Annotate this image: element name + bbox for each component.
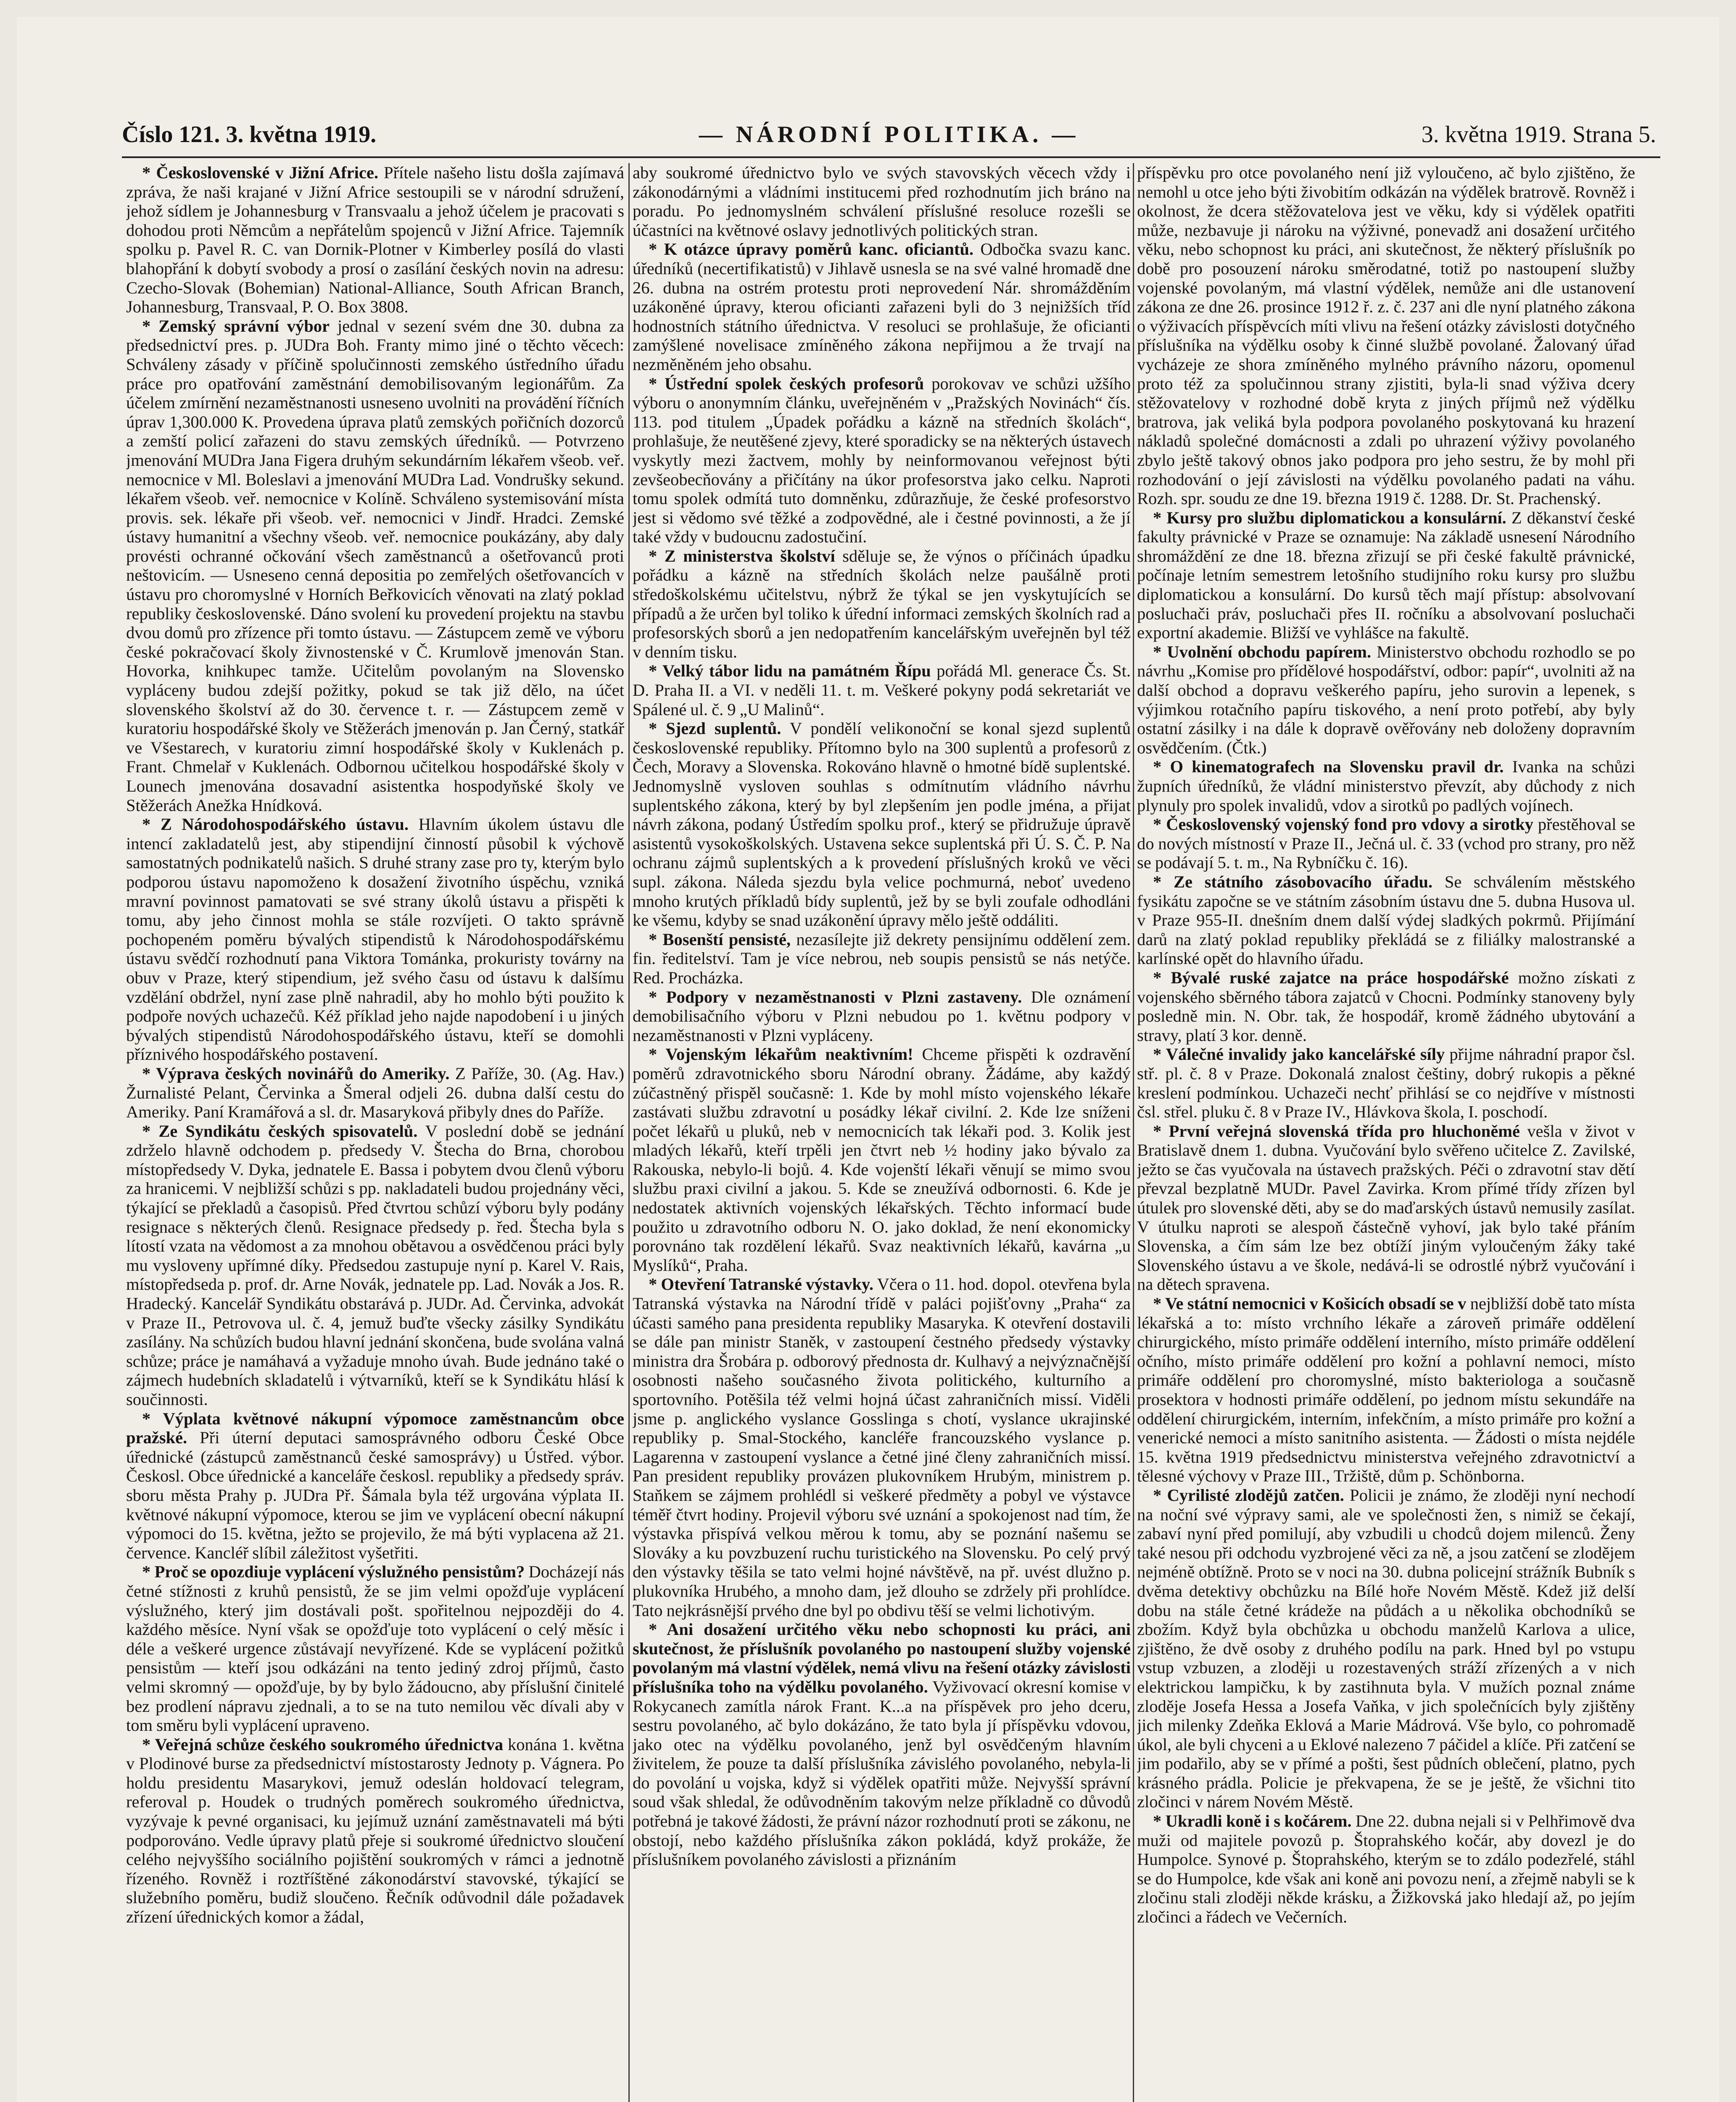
article-body: Odbočka svazu kanc. úředníků (necertifikatistů) v Jihlavě usnesla se na své valné hromadě dne 26. dubna na ostrém protestu proti neprovedení Nár. shromážděním uzákoněné úpravy, kterou oficianti zařazeni byli do 3 nejnižších tříd hodnostních státního úřednictva. V resoluci se prohlašuje, že oficianti zamýšlené novelisace zmíněného zákona nepřijmou a že trvají na nezměněném jeho obsahu. bbox=[633, 240, 1131, 374]
article-headline: * Podpory v nezaměstnanosti v Plzni zastaveny. bbox=[649, 987, 1022, 1006]
article-body: Se schválením městského fysikátu započne se ve státním zásobním ústavu dne 5. dubna Husova ul. v Praze 955-II. dnešním dnem další výdej sladkých pokrmů. Přijímání darů na zlatý poklad republiky překládá se z filiálky malostranské a karlínské opět do hlavního úřadu. bbox=[1137, 872, 1635, 968]
article-headline: * Bosenští pensisté, bbox=[649, 930, 791, 949]
news-article bbox=[126, 815, 624, 1064]
article-body: Vyživovací okresní komise v Rokycanech zamítla nárok Frant. K...a na příspěvek pro jeho dceru, sestru povolaného, ač bylo dokázáno, že tato byla jí příspěvku vdovou, jako otec na výdělku povolaného, jenž byl osvědčeným hlavním živitelem, že pouze ta další příslušníka závislého povolaného, nebyla-li do povolání u vojska, když si výdělek opatřiti může. Nejvyšší správní soud však shledal, že odůvodněním takovým nelze příkladně co důvodů potřebná je takové žádosti, že právní názor rozhodnutí proti se zákonu, ne obstojí, nebo každého příslušníka zákon pokládá, když prokáže, že příslušníkem povolaného závislosti a přiznáním bbox=[633, 1677, 1131, 1869]
article-body: nejbližší době tato místa lékařská a to: místo vrchního lékaře a zároveň primáře oddělení chirurgického, místo primáře oddělení interního, místo primáře oddělení očního, místo primáře oddělení pro kožní a pohlavní nemoci, místo primáře oddělení pro choromyslné, místo bakteriologa a současně prosektora v hodnosti primáře oddělení, po jednom místu sekundáře na oddělení chirurgickém, interním, infekčním, a místo primáře pro kožní a venerické nemoci a místo sanitního asistenta. — Žádosti o místa nejdéle 15. května 1919 předsednictvu ministerstva veřejného zdravotnictví a tělesné výchovy v Praze III., Tržiště, dům p. Schönborna. bbox=[1137, 1294, 1635, 1486]
news-article bbox=[1137, 508, 1635, 642]
column-divider bbox=[1133, 163, 1134, 2102]
article-headline: * Otevření Tatranské výstavky. bbox=[649, 1275, 873, 1294]
article-headline: * Válečné invalidy jako kancelářské síly bbox=[1153, 1045, 1445, 1064]
article-body: porokovav ve schůzi užšího výboru o anonymním článku, uveřejněném v „Pražských Novinách“ čís. 113. pod titulem „Úpadek pořádku a kázně na středních školách“, prohlašuje, že neutěšené zjevy, které sporadicky se na některých ústavech vyskytly mezi žactvem, mohly by neinformovanou veřejnost býti zevšeobecňovány a přičítány na úkor profesorstva jako celku. Naproti tomu spolek odmítá tuto domněnku, zdůrazňuje, že české profesorstvo jest si vědomo své těžké a zodpovědné, ale i čestné povinnosti, a že jí také vždy v budoucnu zadostučiní. bbox=[633, 374, 1131, 547]
article-headline: * Československé v Jižní Africe. bbox=[142, 163, 378, 182]
news-article bbox=[633, 163, 1131, 240]
article-headline: * Velký tábor lidu na památném Řípu bbox=[649, 661, 931, 681]
news-article bbox=[126, 1562, 624, 1735]
news-article bbox=[126, 317, 624, 815]
news-article bbox=[126, 163, 624, 317]
news-article bbox=[633, 930, 1131, 988]
news-article bbox=[1137, 1122, 1635, 1294]
article-body: sděluje se, že výnos o příčinách úpadku pořádku a kázně na středních školách nelze paušálně proti středoškolskému učitelstvu, nýbrž že týkal se jen vyskytujících se případů a že určen byl toliko k úřední informaci zemských školních rad a profesorských sborů a jen nedopatřením kancelářským uveřejněn byl též v denním tisku. bbox=[633, 546, 1131, 661]
news-article bbox=[633, 374, 1131, 547]
article-body: Při úterní deputaci samosprávného odboru České Obce úřednické (zástupců zaměstnanců české samosprávy) u Ústřed. výbor. Českosl. Obce úřednické a kanceláře českosl. republiky a předsedy správ. sboru města Prahy p. JUDra Př. Šámala byla též urgována výplata II. květnové nákupní výpomoce, kterou se jim ve vyplácení obecní nákupní výpomoci do 15. května, ježto se projevilo, že má býti vyplacena až 21. července. Kancléř slíbil záležitost vyšetřiti. bbox=[126, 1428, 624, 1562]
article-body: nezasílejte již dekrety pensijnímu oddělení zem. fin. ředitelství. Tam je více nebrou, neb soupis pensistů se nás netýče. Red. Procházka. bbox=[633, 930, 1131, 987]
column-2 bbox=[633, 163, 1131, 2102]
article-body: aby soukromé úřednictvo bylo ve svých stavovských věcech vždy i zákonodárnými a vládními institucemi před rozhodnutím jich bráno na poradu. Po jednomyslném schválení příslušné resoluce rozešli se účastníci na květnové oslavy jednotlivých politických stran. bbox=[633, 163, 1131, 240]
article-body: Přítele našeho listu došla zajímavá zpráva, že naši krajané v Jižní Africe sestoupili se v národní sdružení, jehož sídlem je Johannesburg v Transvaalu a jehož účelem je pracovati s dohodou proti Němcům a nepřátelům spojenců v Jižní Africe. Tajemník spolku p. Pavel R. C. van Dornik-Plotner v Kimberley posílá do vlasti blahopřání k dobytí svobody a prosí o zasílání českých novin na adresu: Czecho-Slovak (Bohemian) National-Alliance, South African Branch, Johannesburg, Transvaal, P. O. Box 3808. bbox=[126, 163, 624, 317]
article-headline: * O kinematografech na Slovensku pravil dr. bbox=[1153, 757, 1504, 776]
article-body: Z děkanství české fakulty právnické v Praze se oznamuje: Na základě usnesení Národního shromáždění ze dne 18. března zřizují se při české fakultě právnické, počínaje letním semestrem letošního studijního roku kursy pro službu diplomatickou a konsulární. Do kursů těch mají přístup: absolvovaní posluchači práv, posluchači přes II. ročníku a absolvovaní posluchači exportní akademie. Bližší ve vyhlášce na fakultě. bbox=[1137, 508, 1635, 642]
news-article bbox=[1137, 1486, 1635, 1812]
article-body: Dne 22. dubna nejali si v Pelhřimově dva muži od majitele povozů p. Štoprahského kočár, aby dovezl je do Humpolce. Synové p. Štoprahského, kterým se to zdálo podezřelé, stáhl se do Humpolce, kde však ani koně ani povozu není, a zřejmě nabyli se k zločinu stali zloději někde krásku, a Žižkovská jako hledají až, po jejím zločinci a řádech ve Večerních. bbox=[1137, 1812, 1635, 1927]
article-body: Ministerstvo obchodu rozhodlo se po návrhu „Komise pro přídělové hospodářství, odbor: papír“, uvolniti až na další obchod a dopravu veškerého papíru, jeho surovin a lepenek, s výjimkou rotačního papíru tiskového, a není proto potřebí, aby byly ostatní zásilky i na dále k dopravě ověřovány neb doloženy dopravním osvědčením. (Čtk.) bbox=[1137, 642, 1635, 757]
news-article bbox=[1137, 815, 1635, 872]
column-1 bbox=[126, 163, 624, 2102]
article-headline: * Bývalé ruské zajatce na práce hospodářské bbox=[1153, 968, 1509, 987]
article-headline: * Sjezd suplentů. bbox=[649, 719, 781, 738]
page-header bbox=[122, 121, 1656, 167]
article-body: Docházejí nás četné stížnosti z kruhů pensistů, že se jim velmi opožďuje vyplácení výslužného, který jim dostávali pošt. spořitelnou nejpozději do 4. každého měsíce. Nyní však se opožďuje toto vyplácení o celý měsíc i déle a veškeré urgence zůstávají nevyřízené. Kde se vyplácení požitků pensistům — kteří jsou odkázáni na tento jediný zdroj příjmů, často velmi skromný — opožďuje, by by bylo žádoucno, aby příslušní činitelé bez prodlení nápravu zjednali, a to se na tuto nemilou věc dívali aby v tom směru byli vyplácení upraveno. bbox=[126, 1562, 624, 1735]
article-headline: * Ze státního zásobovacího úřadu. bbox=[1153, 872, 1433, 891]
article-body: přestěhoval se do nových místností v Praze II., Ječná ul. č. 33 (vchod pro strany, pro něž se podávají 5. t. m., Na Rybníčku č. 16). bbox=[1137, 815, 1635, 872]
article-body: Hlavním úkolem ústavu dle intencí zakladatelů jest, aby stipendijní činností působil k výchově samostatných podnikatelů našich. S druhé strany zase pro ty, kterým bylo podporou ústavu napomoženo k dosažení životního úspěchu, vzniká mravní povinnost pamatovati se své strany úkolů ústavu a přispěti k tomu, aby jeho činnost mohla se stále rozvíjeti. O takto správně pochopeném poměru bývalých stipendistů k Národohospodářskému ústavu svědčí rozhodnutí pana Viktora Tománka, prokuristy továrny na obuv v Praze, který stipendium, jež svého času od ústavu k dalšímu vzdělání obdržel, nyní zase plně nahradil, aby ho mohlo býti použito k podpoře nových uchazečů. Kéž příklad jeho najde napodobení i u jiných bývalých stipendistů Národohospodářského ústavu, kteří se domohli příznivého hospodářského postavení. bbox=[126, 815, 624, 1064]
column-divider bbox=[628, 163, 630, 2102]
article-headline: * Z ministerstva školství bbox=[649, 546, 835, 565]
news-article bbox=[1137, 163, 1635, 508]
article-headline: * Ve státní nemocnici v Košicích obsadí se v bbox=[1153, 1294, 1467, 1313]
news-article bbox=[633, 1045, 1131, 1275]
news-article bbox=[1137, 872, 1635, 968]
issue-info: Číslo 121. 3. května 1919. bbox=[122, 121, 377, 148]
article-body: konána 1. května v Plodinové burse za předsednictví místostarosty Jednoty p. Vágnera. Po holdu presidentu Masarykovi, jemuž odeslán holdovací telegram, referoval p. Houdek o trudných poměrech soukromého úřednictva, vyzývaje k pevné organisaci, ku jejímuž uznání zaměstnavateli má býti podporováno. Vedle úpravy platů přeje si soukromé úřednictvo sloučení celého nejvyššího sociálního pojištění soukromých v rámci a jednotně řízeného. Rovněž i roztříštěné zákonodárství stavovské, týkající se služebního poměru, budiž sloučeno. Řečník odůvodnil dále požadavek zřízení úřednických komor a žádal, bbox=[126, 1735, 624, 1927]
news-article bbox=[126, 1409, 624, 1563]
article-headline: * K otázce úpravy poměrů kanc. oficiantů. bbox=[649, 240, 974, 259]
article-headline: * Ústřední spolek českých profesorů bbox=[649, 374, 924, 393]
article-headline: * Ukradli koně i s kočárem. bbox=[1153, 1812, 1352, 1831]
news-article bbox=[1137, 757, 1635, 815]
article-headline: * Výprava českých novinářů do Ameriky. bbox=[142, 1064, 450, 1083]
article-body: příspěvku pro otce povolaného není již vyloučeno, ač bylo zjištěno, že nemohl u otce jeho býti živobitím odkázán na výdělek bratrově. Rovněž i okolnost, že dcera stěžovatelova jest ve věku, kdy si výdělek opatřiti může, nezbavuje ji nároku na výživné, ponevadž ani dosažení určitého věku, nebo schopnost ku práci, ani skutečnost, že některý příslušník po době pro posouzení nároku směrodatné, totiž po nastoupení služby vojenské povolaným, má vlastní výdělek, nemůže ani dle ustanovení zákona ze dne 26. prosince 1912 ř. z. č. 237 ani dle nyní platného zákona o výživacích příspěvcích míti vlivu na řešení otázky závislosti dotyčného příslušníka na výdělku osoby k činné službě povolané. Žalovaný úřad vycházeje ze shora zmíněného mylného právního názoru, opomenul proto též za spolučinnou strany zjistiti, byla-li snad výživa dcery stěžovatelovy v rozhodné době kryta z jiných příjmů než výdělku bratrova, jak veliká byla podpora povolaného poskytovaná ku hrazení nákladů společné domácnosti a zdali po uhrazení výživy povolaného zbylo ještě takový obnos jako podpora pro jeho sestru, že by mohl při rozhodování o její závislosti na výdělku povolaného padati na váhu. Rozh. spr. soudu ze dne 19. března 1919 č. 1288. Dr. St. Prachenský. bbox=[1137, 163, 1635, 508]
article-body: přijme náhradní prapor čsl. stř. pl. č. 8 v Praze. Dokonalá znalost češtiny, dobrý rukopis a pěkné kreslení podmínkou. Uchazeči nechť přihlásí se co nejdříve v místnosti čsl. střel. pluku č. 8 v Praze IV., Hlávkova škola, I. poschodí. bbox=[1137, 1045, 1635, 1122]
article-body: Včera o 11. hod. dopol. otevřena byla Tatranská výstavka na Národní třídě v paláci pojišťovny „Praha“ za účasti samého pana presidenta republiky Masaryka. K otevření dostavili se dále pan ministr Staněk, v zastoupení čestného předsedy výstavky ministra dra Šrobára p. odborový přednosta dr. Kulhavý a nejvýznačnější osobnosti našeho současného života politického, kulturního a sportovního. Potěšila též velmi hojná účast zahraničních missí. Viděli jsme p. anglického vyslance Gosslinga s chotí, vyslance ukrajinské republiky p. Smal-Stockého, kancléře francouzského vyslance p. Lagarenna v zastoupení vyslance a četné jiné členy zahraničních missí. Pan president republiky provázen plukovníkem Hrubým, ministrem p. Staňkem se zájmem prohlédl si veškeré předměty a pobyl ve výstavce téměř čtvrt hodiny. Projevil výboru své uznání a spokojenost nad tím, že výstavka přispívá velkou měrou k tomu, aby se poznání našemu se Slováky a ku povzbuzení ruchu turistického na Slovensku. Po celý prvý den výstavky těšila se tato velmi hojné návštěvě, na př. uvést dlužno p. plukovníka Hrubého, a mnoho dam, jež dlouho se zdržely při prohlídce. Tato nejkrásnější prvého dne byl po obdivu těší se velmi lichotivým. bbox=[633, 1275, 1131, 1620]
article-body: pořádá Ml. generace Čs. St. D. Praha II. a VI. v neděli 11. t. m. Veškeré pokyny podá sekretariát ve Spálené ul. č. 9 „U Malinů“. bbox=[633, 661, 1131, 719]
article-headline: * Vojenským lékařům neaktivním! bbox=[649, 1045, 913, 1064]
news-article bbox=[1137, 968, 1635, 1045]
article-headline: * Ze Syndikátu českých spisovatelů. bbox=[142, 1121, 418, 1141]
article-headline: * Československý vojenský fond pro vdovy a sirotky bbox=[1153, 815, 1533, 834]
article-body: V poslední době se jednání zdrželo hlavně odchodem p. předsedy V. Štecha do Brna, chorobou místopředsedy V. Dyka, jednatele E. Bassa i pobytem dvou členů výboru za hranicemi. V nejbližší schůzi s pp. nakladateli budou projednány věci, týkající se překladů a časopisů. Před čtvrtou schůzí výboru byly podány resignace s některých členů. Resignace předsedy p. řed. Štecha byla s lítostí vzata na vědomost a za mnohou obětavou a osvědčenou práci byly mu vysloveny upřímné díky. Předsedou zastupuje nyní p. Karel V. Rais, místopředseda p. prof. dr. Arne Novák, jednatele pp. Lad. Novák a Jos. R. Hradecký. Kancelář Syndikátu obstarává p. JUDr. Ad. Červinka, advokát v Praze II., Petrovova ul. č. 4, jemuž buďte všecky zásilky Syndikátu zasílány. Na schůzích budou hlavní jednání skončena, bude svolána valná schůze; práce je namáhavá a vyžaduje mnoho úvah. Bude jednáno také o zájmech hudebních skladatelů i výtvarníků, kteří se k Syndikátu hlásí k součinnosti. bbox=[126, 1121, 624, 1409]
article-headline: * Proč se opozdiuje vyplácení výslužného pensistům? bbox=[142, 1562, 525, 1582]
news-article bbox=[633, 1275, 1131, 1620]
news-article bbox=[633, 547, 1131, 662]
news-article bbox=[1137, 1812, 1635, 1927]
article-headline: * Kursy pro službu diplomatickou a konsulární. bbox=[1153, 508, 1506, 527]
article-headline: * Z Národohospodářského ústavu. bbox=[142, 815, 409, 834]
article-headline: * Výplata květnové nákupní výpomoce zaměstnancům obce pražské. bbox=[126, 1409, 624, 1447]
news-article bbox=[1137, 1045, 1635, 1121]
news-article bbox=[633, 719, 1131, 930]
news-article bbox=[126, 1064, 624, 1122]
article-body: jednal v sezení svém dne 30. dubna za předsednictví pres. p. JUDra Boh. Franty mimo jiné o těchto věcech: Schváleny zásady v příčině spolučinnosti zemského ústředního úřadu práce pro opatřování zaměstnání demobilisovaným legionářům. Za účelem zmírnění nezaměstnanosti usneseno uvolniti na provádění říčních úprav 1,300.000 K. Provedena úprava platů zemských pořičních dozorců a zemští policí zařazeni do stavu zemských úředníků. — Potvrzeno jmenování MUDra Jana Figera druhým sekundárním lékařem všeob. veř. nemocnice v Ml. Boleslavi a jmenování MUDra Lad. Vondrušky sekund. lékařem všeob. veř. nemocnice v Kolíně. Schváleno systemisování místa provis. sek. lékaře při všeob. veř. nemocnici v Jindř. Hradci. Zemské ústavy humanitní a všechny všeob. veř. nemocnice poukázány, aby daly provésti ochranné očkování všech zaměstnanců a ošetřovanců proti neštovicím. — Usneseno cenná depositia po zemřelých ošetřovancích v ústavu pro choromyslné v Horních Beřkovicích věnovati na zlatý poklad republiky československé. Dáno svolení ku provedení projektu na stavbu dvou domů pro zřízence při tomto ústavu. — Zástupcem země ve výboru české pokračovací školy živnostenské v Č. Krumlově jmenován Stan. Hovorka, knihkupec tamže. Učitelům povolaným na Slovensko vypláceny budou zdejší požitky, pokud se tak již dělo, na účet slovenského školství až do 30. července t. r. — Zástupcem země v kuratoriu hospodářské školy ve Stěžerách jmenován p. Jan Černý, statkář ve Všestarech, v kuratoriu zimní hospodářské školy v Kuklenách p. Frant. Chmelař v Kuklenách. Odbornou učitelkou hospodářské školy v Lounech jmenována dosavadní asistentka hospodyňské školy ve Stěžerách Anežka Hnídková. bbox=[126, 316, 624, 815]
article-body: možno získati z vojenského sběrného tábora zajatců v Chocni. Podmínky stanoveny byly posledně min. N. Obr. tak, že hospodář, kromě žádného ubytování a stravy, platí 3 kor. denně. bbox=[1137, 968, 1635, 1045]
article-headline: * První veřejná slovenská třída pro hluchoněmé bbox=[1153, 1121, 1520, 1141]
article-headline: * Ani dosažení určitého věku nebo schopnosti ku práci, ani skutečnost, že příslušník povolaného po nastoupení služby vojenské povolaným má vlastní výdělek, nemá vlivu na řešení otázky závislosti příslušníka toho na výdělku povolaného. bbox=[633, 1620, 1131, 1696]
news-article bbox=[126, 1122, 624, 1409]
column-3 bbox=[1137, 163, 1635, 2102]
article-body: vešla v život v Bratislavě dnem 1. dubna. Vyučování bylo svěřeno učitelce Z. Zavilské, ježto se čas vyučovala na ústavech pražských. Péči o zdravotní stav dětí převzal bezplatně MUDr. Pavel Zavirka. Krom přímé třídy zřízen byl útulek pro slovenské děti, aby se do maďarských ústavů nemusily zasílat. V útulku naproti se alespoň částečně vyhoví, jak bylo také přáním Slovenska, a čím sám lze bez obtíží jiným vyloučeným žáky také Slovenského ústavu a ve škole, nedává-li se odrostlé nýbrž vyučování i na dětech spravena. bbox=[1137, 1121, 1635, 1294]
news-article bbox=[633, 661, 1131, 719]
news-article bbox=[633, 1620, 1131, 1869]
article-headline: * Uvolnění obchodu papírem. bbox=[1153, 642, 1372, 661]
article-body: V pondělí velikonoční se konal sjezd suplentů československé republiky. Přítomno bylo na 300 suplentů a profesorů z Čech, Moravy a Slovenska. Rokováno hlavně o hmotné bídě suplentské. Jednomyslně vysloven souhlas s odmítnutím vládního návrhu suplentského zákona, který by byl zlepšením jen podle jména, a přijat návrh zákona, podaný Ústředím spolku prof., který se přidružuje úpravě asistentů vysokoškolských. Ustavena sekce suplentská při Ú. S. Č. P. Na ochranu zájmů suplentských a k provedení příslušných kroků ve věci supl. zákona. Náleda sjezdu byla velice pochmurná, neboť uvedeno mnoho krutých příkladů bídy suplentů, jež by se byli zoufale odhodláni ke všemu, kdyby se snad uzákonění úpravy mělo ještě oddáliti. bbox=[633, 719, 1131, 930]
article-headline: * Zemský správní výbor bbox=[142, 316, 330, 335]
article-headline: * Veřejná schůze českého soukromého úřednictva bbox=[142, 1735, 504, 1754]
article-body: Dle oznámení demobilisačního výboru v Plzni nebudou po 1. květnu podpory v nezaměstnanosti v Plzni vypláceny. bbox=[633, 987, 1131, 1045]
article-body: Policii je známo, že zloději nyní nechodí na noční své výpravy sami, ale ve společnosti žen, s nimiž se čekají, zabaví nyní před pomilují, aby vzbudili u chodců dojem milenců. Ženy také nesou při odchodu vyzbrojené věci za ně, a jsou zatčení se zlodějem nejméně obtížně. Proto se v noci na 30. dubna policejní strážník Bubník s dvěma detektivy obchůzku na Bílé hoře Novém Městě. Kdež již delší dobu na stále četné krádeže na půdách a u několika obchodníků se zbožím. Když byla obchůzka u obchodu manželů Karlova a ulice, zjištěno, že dvě osoby z druhého podílu na park. Hned byl po vstupu vstup vzbuzen, a zloději u rozestavených stráží zřízených a v nich elektrickou lampičku, k by zastihnuta byla. V mužích poznal známe zloděje Josefa Hessa a Josefa Vaňka, v jich společnících byly zjištěny jich milenky Zdeňka Eklová a Marie Mádrová. Vše bylo, co pohromadě úkol, ale byli chyceni a u Eklové nalezeno 7 páčidel a klíče. Při zatčení se jim podařilo, aby se v přímé a pošti, šest půdních oblečení, platno, pych krásného prádla. Policie je překvapena, že se je ještě, že všichni tito zločinci v nárem Novém Městě. bbox=[1137, 1485, 1635, 1812]
header-rule bbox=[122, 156, 1660, 158]
article-body: Chceme přispěti k ozdravění poměrů zdravotnického sboru Národní obrany. Žádáme, aby každý zúčastněný přispěl současně: 1. Kde by mohl místo vojenského lékaře zastávati službu zdravotní u posádky lékař civilní. 2. Kde lze sníženi počet lékařů u pluků, neb v nemocnicích tak lékaři pod. 3. Kolik jest mladých lékařů, kteří trpěli jen čtvrt neb ½ hodiny jako bývalo za Rakouska, nebylo-li bojů. 4. Kde vojenští lékaři věnují se mimo svou službu praxi civilní a jakou. 5. Kde se zneužívá odbornosti. 6. Kde je nedostatek aktivních vojenských lékařských. Těchto informací bude použito u zdravotního odboru N. O. jako doklad, že není ekonomicky porovnáno tak rozdělení lékařů. Svaz neaktivních lékařů, kavárna „u Myslíků“, Praha. bbox=[633, 1045, 1131, 1275]
article-body: Ivanka na schůzi župních úředníků, že vládní ministerstvo převzít, aby důchody z nich plynuly pro spolek invalidů, vdov a sirotků po padlých vojínech. bbox=[1137, 757, 1635, 815]
news-article bbox=[633, 988, 1131, 1045]
article-headline: * Cyrilisté zlodějů zatčen. bbox=[1153, 1485, 1344, 1505]
masthead-title: — NÁRODNÍ POLITIKA. — bbox=[699, 121, 1079, 148]
page-number: 3. května 1919. Strana 5. bbox=[1421, 121, 1656, 148]
news-article bbox=[1137, 642, 1635, 758]
news-article bbox=[1137, 1294, 1635, 1486]
news-article bbox=[633, 240, 1131, 374]
news-article bbox=[126, 1735, 624, 1927]
article-body: Z Paříže, 30. (Ag. Hav.) Žurnalisté Pelant, Červinka a Šmeral odjeli 26. dubna další cestu do Ameriky. Paní Kramářová a sl. dr. Masaryková přibyly dnes do Paříže. bbox=[126, 1064, 624, 1122]
